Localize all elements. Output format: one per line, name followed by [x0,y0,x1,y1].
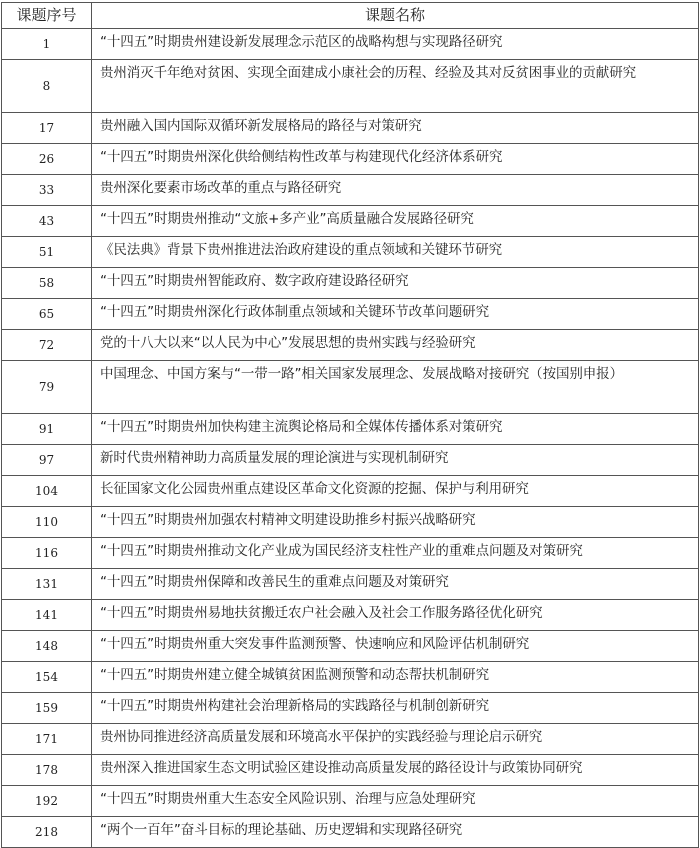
table-row [2,237,699,268]
topic-number: 1 [2,29,92,60]
table-row [2,299,699,330]
topic-name: “十四五”时期贵州加强农村精神文明建设助推乡村振兴战略研究 [92,507,699,538]
table-row [2,330,699,361]
topic-number: 72 [2,330,92,361]
topic-name: “十四五”时期贵州智能政府、数字政府建设路径研究 [92,268,699,299]
topic-name: 贵州协同推进经济高质量发展和环境高水平保护的实践经验与理论启示研究 [92,724,699,755]
topic-number: 159 [2,693,92,724]
table-row [2,60,699,113]
table-row [2,538,699,569]
topic-number: 51 [2,237,92,268]
topic-number: 131 [2,569,92,600]
topic-number: 17 [2,113,92,144]
table-row [2,144,699,175]
topic-number: 110 [2,507,92,538]
topic-number: 154 [2,662,92,693]
table-row [2,724,699,755]
topic-name: “十四五”时期贵州加快构建主流舆论格局和全媒体传播体系对策研究 [92,414,699,445]
topic-name: 中国理念、中国方案与“一带一路”相关国家发展理念、发展战略对接研究（按国别申报） [92,361,699,414]
table-row [2,206,699,237]
table-row [2,113,699,144]
topic-number: 178 [2,755,92,786]
table-row [2,662,699,693]
topic-name: “十四五”时期贵州构建社会治理新格局的实践路径与机制创新研究 [92,693,699,724]
topic-name: “两个一百年”奋斗目标的理论基础、历史逻辑和实现路径研究 [92,817,699,848]
topic-number: 43 [2,206,92,237]
table-row [2,476,699,507]
topic-number: 97 [2,445,92,476]
table-row [2,600,699,631]
table-row [2,29,699,60]
topic-name: 党的十八大以来“以人民为中心”发展思想的贵州实践与经验研究 [92,330,699,361]
topic-number: 33 [2,175,92,206]
table-header-row [2,3,699,29]
topic-number: 26 [2,144,92,175]
topic-number: 8 [2,60,92,113]
topic-name: 贵州深入推进国家生态文明试验区建设推动高质量发展的路径设计与政策协同研究 [92,755,699,786]
topics-table [1,2,699,848]
header-topic-number: 课题序号 [2,3,92,29]
topic-number: 116 [2,538,92,569]
topic-name: 贵州深化要素市场改革的重点与路径研究 [92,175,699,206]
topic-name: 贵州融入国内国际双循环新发展格局的路径与对策研究 [92,113,699,144]
header-topic-name: 课题名称 [92,3,699,29]
topic-number: 104 [2,476,92,507]
topic-name: “十四五”时期贵州推动文化产业成为国民经济支柱性产业的重难点问题及对策研究 [92,538,699,569]
table-row [2,414,699,445]
table-row [2,693,699,724]
topic-number: 58 [2,268,92,299]
topic-name: 《民法典》背景下贵州推进法治政府建设的重点领域和关键环节研究 [92,237,699,268]
topic-name: “十四五”时期贵州深化供给侧结构性改革与构建现代化经济体系研究 [92,144,699,175]
topic-number: 65 [2,299,92,330]
table-row [2,755,699,786]
table-row [2,268,699,299]
topic-name: “十四五”时期贵州保障和改善民生的重难点问题及对策研究 [92,569,699,600]
topic-name: 贵州消灭千年绝对贫困、实现全面建成小康社会的历程、经验及其对反贫困事业的贡献研究 [92,60,699,113]
topic-name: “十四五”时期贵州建立健全城镇贫困监测预警和动态帮扶机制研究 [92,662,699,693]
topic-name: “十四五”时期贵州易地扶贫搬迁农户社会融入及社会工作服务路径优化研究 [92,600,699,631]
topic-number: 171 [2,724,92,755]
topic-name: “十四五”时期贵州建设新发展理念示范区的战略构想与实现路径研究 [92,29,699,60]
topic-number: 192 [2,786,92,817]
table-row [2,569,699,600]
topic-name: 新时代贵州精神助力高质量发展的理论演进与实现机制研究 [92,445,699,476]
topic-name: “十四五”时期贵州重大突发事件监测预警、快速响应和风险评估机制研究 [92,631,699,662]
topic-number: 218 [2,817,92,848]
table-row [2,175,699,206]
topic-number: 141 [2,600,92,631]
topic-name: “十四五”时期贵州重大生态安全风险识别、治理与应急处理研究 [92,786,699,817]
table-row [2,631,699,662]
table-row [2,361,699,414]
topic-name: “十四五”时期贵州深化行政体制重点领域和关键环节改革问题研究 [92,299,699,330]
topic-name: 长征国家文化公园贵州重点建设区革命文化资源的挖掘、保护与利用研究 [92,476,699,507]
table-row [2,507,699,538]
topic-number: 148 [2,631,92,662]
topic-name: “十四五”时期贵州推动“文旅+多产业”高质量融合发展路径研究 [92,206,699,237]
table-row [2,786,699,817]
topic-number: 91 [2,414,92,445]
table-row [2,817,699,848]
topic-number: 79 [2,361,92,414]
table-row [2,445,699,476]
